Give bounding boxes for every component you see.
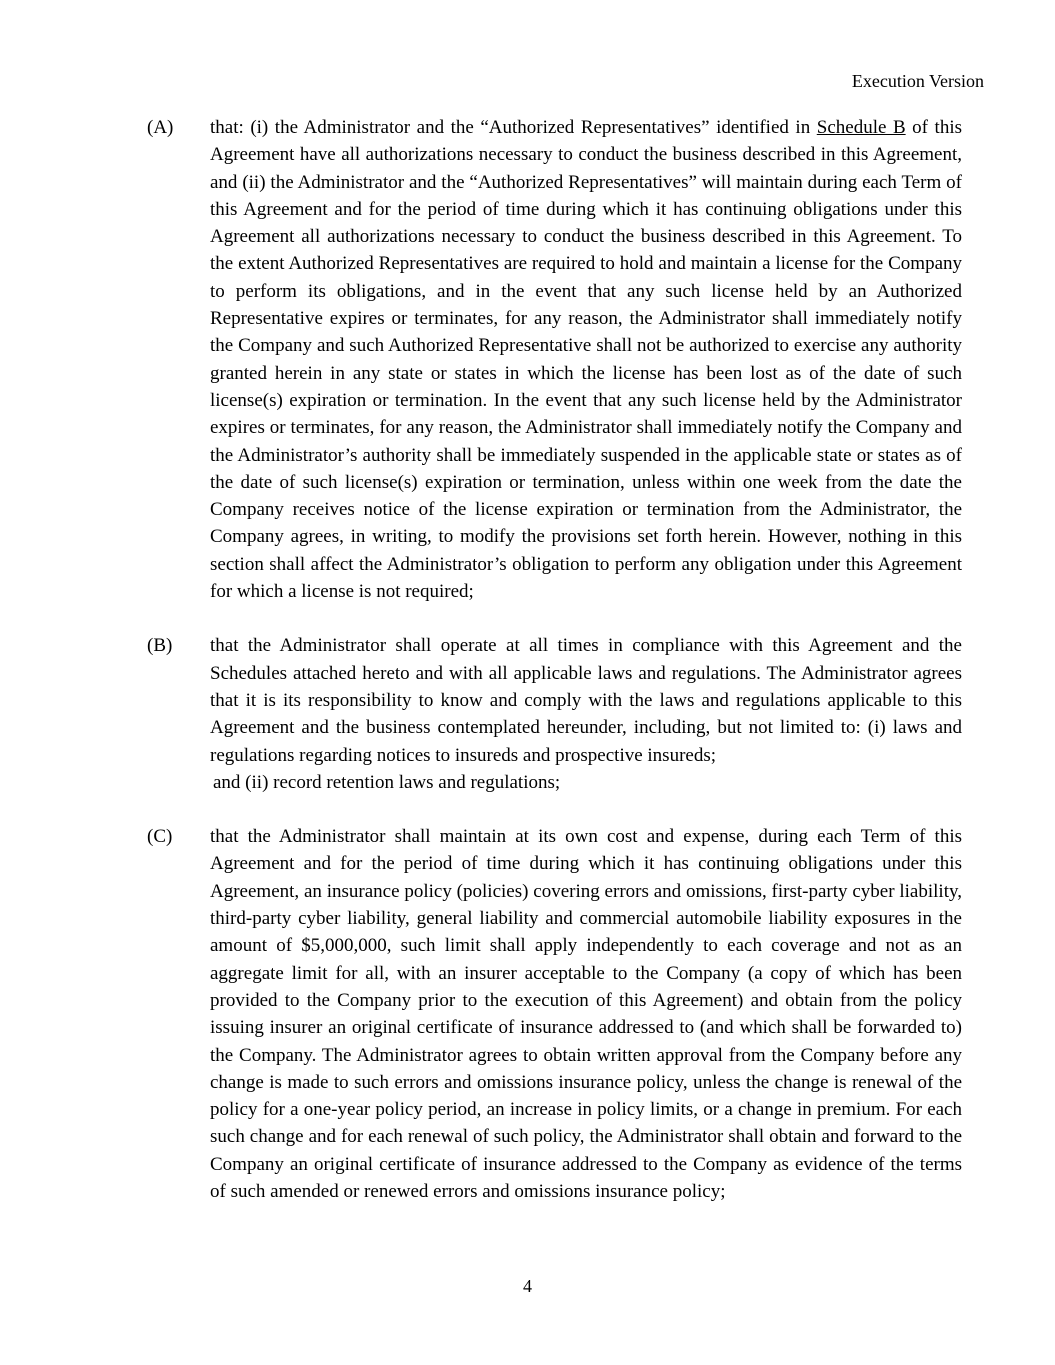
clause-a-label: (A): [147, 117, 174, 138]
clause-b: [147, 632, 962, 796]
document-version-label: Execution Version: [851, 71, 984, 91]
clause-a-text: [210, 114, 962, 605]
schedule-b-reference: Schedule B: [816, 117, 906, 138]
clause-a-text-before-link: that: (i) the Administrator and the “Authorized Representatives” identified in: [210, 117, 817, 138]
clause-b-last-line: and (ii) record retention laws and regulations;: [213, 771, 561, 793]
clause-c-text: that the Administrator shall maintain at its own cost and expense, during each Term of this Agreement and for the period of time during which it has continuing obligations under this Agreement, an insurance policy (policies) covering errors and omissions, first-party cyber liability, third-party cyber liability, general liability and commercial automobile liability exposures in the amount of $5,000,000, such limit shall apply independently to each coverage and not as an aggregate limit for all, with an insurer acceptable to the Company (a copy of which has been provided to the Company prior to the execution of this Agreement) and obtain from the policy issuing insurer an original certificate of insurance addressed to (and which shall be forwarded to) the Company. The Administrator agrees to obtain written approval from the Company before any change is made to such errors and omissions insurance policy, unless the change is renewal of the policy for a one-year policy period, an increase in policy limits, or a change in premium. For each such change and for each renewal of such policy, the Administrator shall obtain and forward to the Company an original certificate of insurance addressed to the Company as evidence of the terms of such amended or renewed errors and omissions insurance policy;: [210, 826, 962, 1202]
clause-b-text: that the Administrator shall operate at all times in compliance with this Agreement and the Schedules attached hereto and with all applicable laws and regulations. The Administrator agrees that it is its responsibility to know and comply with the laws and regulations applicable to this Agreement and the business contemplated hereunder, including, but not limited to: (i) laws and regulations regarding notices to insureds and prospective insureds;: [210, 635, 962, 766]
page-number: 4: [523, 1276, 532, 1296]
clause-list: [147, 114, 962, 1205]
clause-c-label: (C): [147, 826, 173, 848]
clause-b-text-block: [210, 632, 962, 796]
clause-a-text-after-link: of this Agreement have all authorizations necessary to conduct the business described in this Agreement, and (ii) the Administrator and the “Authorized Representatives” will maintain during each Term of this Agreement and for the period of time during which it has continuing obligations under this Agreement all authorizations necessary to conduct the business described in this Agreement. To the extent Authorized Representatives are required to hold and maintain a license for the Company to perform its obligations, and in the event that any such license held by an Authorized Representative expires or terminates, for any reason, the Administrator shall immediately notify the Company and such Authorized Representative shall not be authorized to exercise any authority granted herein in any state or states in which the license has been lost as of the date of such license(s) expiration or termination. In the event that any such license held by the Administrator expires or terminates, for any reason, the Administrator shall immediately notify the Company and the Administrator’s authority shall be immediately suspended in the applicable state or states as of the date of such license(s) expiration or termination, unless within one week from the date the Company receives notice of the license expiration or termination from the Administrator, the Company agrees, in writing, to modify the provisions set forth herein. However, nothing in this section shall affect the Administrator’s obligation to perform any obligation under this Agreement for which a license is not required;: [210, 117, 963, 603]
clause-a: [147, 114, 962, 605]
clause-b-label: (B): [147, 635, 173, 657]
clause-c: [147, 823, 962, 1205]
